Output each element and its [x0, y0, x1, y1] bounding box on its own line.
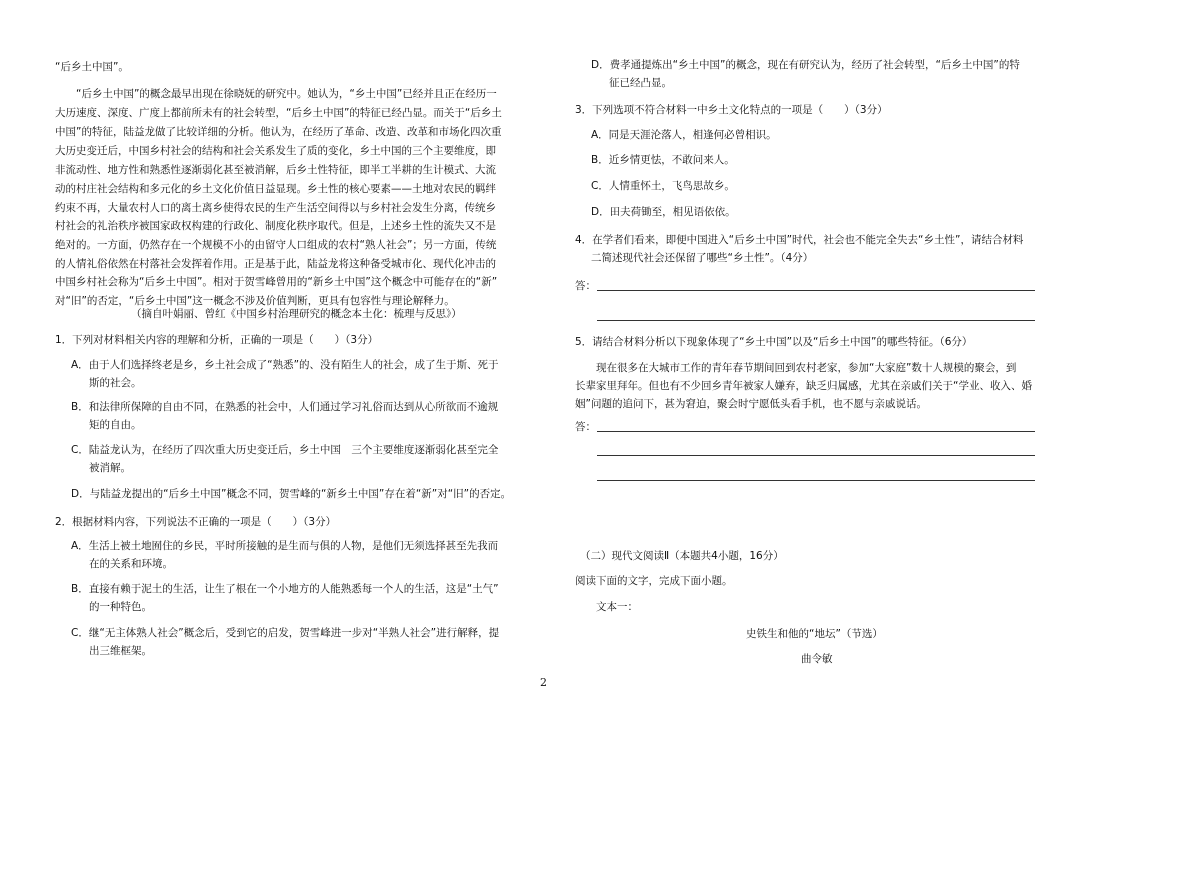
answer-label-4: 答：	[575, 280, 596, 292]
option-1c-cont: 被消解。	[89, 462, 131, 474]
article-author: 曲令敏	[801, 653, 833, 665]
question-5-text: 长辈家里拜年。但也有不少回乡青年被家人嫌弃，缺乏归属感，尤其在亲戚们关于“学业、收入、婚	[575, 380, 1032, 392]
text-line: 非流动性、地方性和熟悉性逐渐弱化甚至被消解，后乡土性特征，即半工半耕的生计模式、大流	[55, 164, 496, 176]
question-5: 5．请结合材料分析以下现象体现了“乡土中国”以及“后乡土中国”的哪些特征。（6分）	[575, 336, 973, 348]
option-2a: A．生活上被土地囿住的乡民，平时所接触的是生而与俱的人物，是他们无须选择甚至先我而	[71, 540, 499, 552]
text-line: “后乡土中国”。	[55, 61, 129, 73]
text-line: 中国乡村社会称为“后乡土中国”。相对于贺雪峰曾用的“新乡土中国”这个概念中可能存在的“新”	[55, 276, 498, 288]
option-2c: C．继“无主体熟人社会”概念后，受到它的启发，贺雪峰进一步对“半熟人社会”进行解释，提	[71, 627, 500, 639]
text-line: 大历速度、深度、广度上都前所未有的社会转型，“后乡土中国”的特征已经凸显。而关于“后乡土	[55, 107, 502, 119]
option-3d: D．田夫荷锄至，相见语依依。	[591, 206, 736, 218]
text-line: 绝对的。一方面，仍然存在一个规模不小的由留守人口组成的农村“熟人社会”；另一方面，传统	[55, 239, 497, 251]
text-line: 约束不再，大量农村人口的离土离乡使得农民的生产生活空间得以与乡村社会发生分离，传统乡	[55, 202, 496, 214]
answer-line[interactable]	[597, 431, 1035, 432]
instruction: 阅读下面的文字，完成下面小题。	[575, 575, 733, 587]
text-label: 文本一：	[596, 601, 638, 613]
option-2b-cont: 的一种特色。	[89, 601, 152, 613]
option-1d: D．与陆益龙提出的“后乡土中国”概念不同，贺雪峰的“新乡土中国”存在着“新”对“旧”的否定。	[71, 488, 512, 500]
option-2d-cont: 征已经凸显。	[609, 77, 672, 89]
question-1: 1．下列对材料相关内容的理解和分析，正确的一项是（ ）（3分）	[55, 334, 379, 346]
text-line: 的人情礼俗依然在村落社会发挥着作用。正是基于此，陆益龙将这种备受城市化、现代化冲击的	[55, 258, 496, 270]
question-4: 4．在学者们看来，即便中国进入“后乡土中国”时代，社会也不能完全失去“乡土性”，请结合材料	[575, 234, 1024, 246]
option-2b: B．直接有赖于泥土的生活，让生了根在一个小地方的人能熟悉每一个人的生活，这是“土气”	[71, 583, 499, 595]
option-1b-cont: 矩的自由。	[89, 419, 142, 431]
question-3: 3．下列选项不符合材料一中乡土文化特点的一项是（ ）（3分）	[575, 104, 888, 116]
option-3b: B．近乡情更怯，不敢问来人。	[591, 154, 735, 166]
page-number: 2	[540, 676, 547, 689]
option-2d: D．费孝通提炼出“乡土中国”的概念，现在有研究认为，经历了社会转型，“后乡土中国”的特	[591, 59, 1020, 71]
option-1a-cont: 斯的社会。	[89, 377, 142, 389]
answer-line[interactable]	[597, 320, 1035, 321]
text-line: 对“旧”的否定，“后乡土中国”这一概念不涉及价值判断，更具有包容性与理论解释力。	[55, 295, 455, 307]
option-2a-cont: 在的关系和环境。	[89, 558, 173, 570]
text-line: “后乡土中国”的概念最早出现在徐晓妩的研究中。她认为，“乡土中国”已经并且正在经历一	[76, 88, 497, 100]
question-5-text: 姻”问题的追问下，甚为窘迫，聚会时宁愿低头看手机，也不愿与亲戚说话。	[575, 398, 927, 410]
article-title: 史铁生和他的“地坛”（节选）	[746, 628, 883, 640]
answer-label-5: 答：	[575, 421, 596, 433]
question-5-text: 现在很多在大城市工作的青年春节期间回到农村老家，参加“大家庭”数十人规模的聚会，到	[596, 362, 1017, 374]
question-2: 2．根据材料内容，下列说法不正确的一项是（ ）（3分）	[55, 516, 337, 528]
option-1b: B．和法律所保障的自由不同，在熟悉的社会中，人们通过学习礼俗而达到从心所欲而不逾规	[71, 401, 499, 413]
source-citation: （摘自叶娟丽、曾红《中国乡村治理研究的概念本土化：梳理与反思》）	[131, 308, 462, 320]
option-1a: A．由于人们选择终老是乡，乡土社会成了“熟悉”的、没有陌生人的社会，成了生于斯、死于	[71, 359, 499, 371]
option-3a: A．同是天涯沦落人，相逢何必曾相识。	[591, 129, 777, 141]
option-1c: C．陆益龙认为，在经历了四次重大历史变迁后，乡土中国 三个主要维度逐渐弱化甚至完全	[71, 444, 499, 456]
answer-line[interactable]	[597, 480, 1035, 481]
text-line: 村社会的礼治秩序被国家政权构建的行政化、制度化秩序取代。但是，上述乡土性的流失又不是	[55, 220, 496, 232]
section-heading: （二）现代文阅读Ⅱ（本题共4小题，16分）	[580, 550, 784, 562]
option-2c-cont: 出三维框架。	[89, 645, 152, 657]
text-line: 大历史变迁后，中国乡村社会的结构和社会关系发生了质的变化，乡土中国的三个主要维度，即	[55, 145, 496, 157]
answer-line[interactable]	[597, 455, 1035, 456]
text-line: 动的村庄社会结构和多元化的乡土文化价值日益显现。乡土性的核心要素——土地对农民的羁绊	[55, 183, 496, 195]
answer-line[interactable]	[597, 290, 1035, 291]
text-line: 中国”的特征，陆益龙做了比较详细的分析。他认为，在经历了革命、改造、改革和市场化四次重	[55, 126, 502, 138]
question-4-cont: 二简述现代社会还保留了哪些“乡土性”。（4分）	[591, 252, 814, 264]
option-3c: C．人情重怀土，飞鸟思故乡。	[591, 180, 735, 192]
